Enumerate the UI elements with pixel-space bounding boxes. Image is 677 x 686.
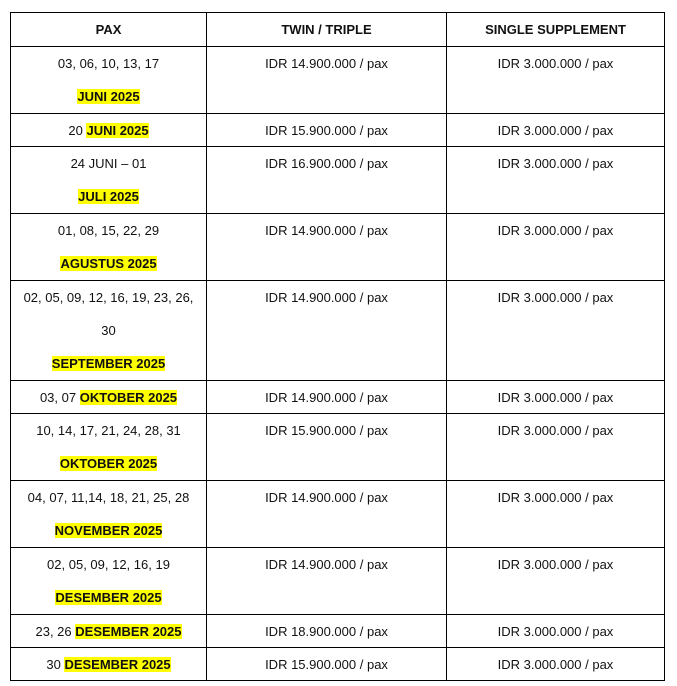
twin-triple-price: IDR 15.900.000 / pax bbox=[207, 648, 447, 681]
pax-cell bbox=[11, 214, 207, 281]
table-row bbox=[11, 381, 665, 414]
pax-dates: 30 bbox=[46, 657, 61, 672]
pax-cell bbox=[11, 147, 207, 214]
table-row bbox=[11, 615, 665, 648]
pax-dates: 02, 05, 09, 12, 16, 19, 23, 26, bbox=[23, 290, 194, 305]
twin-triple-price: IDR 14.900.000 / pax bbox=[207, 47, 447, 114]
pax-dates: 01, 08, 15, 22, 29 bbox=[57, 223, 160, 238]
pax-cell bbox=[11, 47, 207, 114]
single-supplement-price: IDR 3.000.000 / pax bbox=[447, 615, 665, 648]
twin-triple-price: IDR 15.900.000 / pax bbox=[207, 414, 447, 481]
pax-cell bbox=[11, 114, 207, 147]
pax-dates: 10, 14, 17, 21, 24, 28, 31 bbox=[36, 423, 181, 438]
pax-cell bbox=[11, 548, 207, 615]
single-supplement-price: IDR 3.000.000 / pax bbox=[447, 114, 665, 147]
table-row bbox=[11, 281, 665, 381]
pax-cell bbox=[11, 648, 207, 681]
pax-cell bbox=[11, 381, 207, 414]
pax-dates: 04, 07, 11,14, 18, 21, 25, 28 bbox=[27, 490, 190, 505]
twin-triple-price: IDR 14.900.000 / pax bbox=[207, 214, 447, 281]
price-table bbox=[10, 12, 665, 681]
twin-triple-price: IDR 14.900.000 / pax bbox=[207, 481, 447, 548]
pax-month: DESEMBER 2025 bbox=[75, 624, 182, 639]
header-row bbox=[11, 13, 665, 47]
header-single-supplement: SINGLE SUPPLEMENT bbox=[447, 13, 665, 47]
twin-triple-price: IDR 15.900.000 / pax bbox=[207, 114, 447, 147]
pax-dates: 03, 06, 10, 13, 17 bbox=[57, 56, 160, 71]
single-supplement-price: IDR 3.000.000 / pax bbox=[447, 147, 665, 214]
table-row bbox=[11, 481, 665, 548]
single-supplement-price: IDR 3.000.000 / pax bbox=[447, 281, 665, 381]
header-pax: PAX bbox=[11, 13, 207, 47]
pax-month: JUNI 2025 bbox=[77, 89, 140, 104]
pax-month: DESEMBER 2025 bbox=[55, 590, 162, 605]
pax-cell bbox=[11, 615, 207, 648]
table-row bbox=[11, 47, 665, 114]
table-row bbox=[11, 414, 665, 481]
pax-dates: 03, 07 bbox=[39, 390, 77, 405]
table-row bbox=[11, 147, 665, 214]
pax-month: JUNI 2025 bbox=[86, 123, 149, 138]
single-supplement-price: IDR 3.000.000 / pax bbox=[447, 381, 665, 414]
pax-month: OKTOBER 2025 bbox=[79, 390, 178, 405]
twin-triple-price: IDR 18.900.000 / pax bbox=[207, 615, 447, 648]
twin-triple-price: IDR 14.900.000 / pax bbox=[207, 281, 447, 381]
pax-month: AGUSTUS 2025 bbox=[60, 256, 157, 271]
table-row bbox=[11, 214, 665, 281]
single-supplement-price: IDR 3.000.000 / pax bbox=[447, 214, 665, 281]
single-supplement-price: IDR 3.000.000 / pax bbox=[447, 47, 665, 114]
pax-month: DESEMBER 2025 bbox=[64, 657, 171, 672]
pax-dates: 02, 05, 09, 12, 16, 19 bbox=[47, 557, 170, 572]
pax-month: NOVEMBER 2025 bbox=[54, 523, 163, 538]
table-row bbox=[11, 648, 665, 681]
single-supplement-price: IDR 3.000.000 / pax bbox=[447, 481, 665, 548]
pax-cell bbox=[11, 414, 207, 481]
single-supplement-price: IDR 3.000.000 / pax bbox=[447, 648, 665, 681]
header-twin-triple: TWIN / TRIPLE bbox=[207, 13, 447, 47]
twin-triple-price: IDR 14.900.000 / pax bbox=[207, 548, 447, 615]
pax-month: JULI 2025 bbox=[78, 189, 139, 204]
pax-cell bbox=[11, 481, 207, 548]
table-row bbox=[11, 548, 665, 615]
single-supplement-price: IDR 3.000.000 / pax bbox=[447, 548, 665, 615]
table-row bbox=[11, 114, 665, 147]
pax-dates: 20 bbox=[68, 123, 83, 138]
pax-month: OKTOBER 2025 bbox=[59, 456, 158, 471]
twin-triple-price: IDR 14.900.000 / pax bbox=[207, 381, 447, 414]
pax-dates: 24 JUNI – 01 bbox=[70, 156, 147, 171]
twin-triple-price: IDR 16.900.000 / pax bbox=[207, 147, 447, 214]
single-supplement-price: IDR 3.000.000 / pax bbox=[447, 414, 665, 481]
pax-dates: 23, 26 bbox=[35, 624, 72, 639]
pax-month: SEPTEMBER 2025 bbox=[51, 356, 166, 371]
pax-dates-continued: 30 bbox=[101, 323, 116, 338]
pax-cell bbox=[11, 281, 207, 381]
